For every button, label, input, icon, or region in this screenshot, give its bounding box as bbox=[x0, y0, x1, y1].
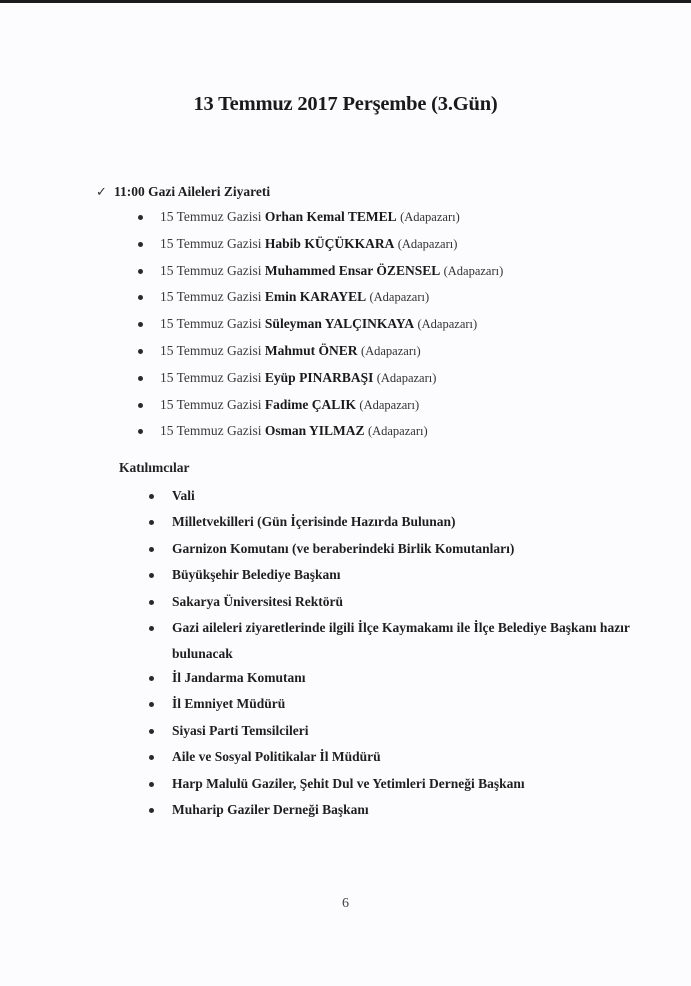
page-title: 13 Temmuz 2017 Perşembe (3.Gün) bbox=[193, 93, 498, 115]
participant-text: Gazi aileleri ziyaretlerinde ilgili İlçe Kaymakamı ile İlçe Belediye Başkanı hazır bulunacak bbox=[172, 619, 630, 661]
list-item bbox=[145, 773, 665, 799]
bullet-icon bbox=[149, 729, 154, 734]
visit-prefix: 15 Temmuz Gazisi bbox=[160, 396, 262, 412]
check-icon: ✓ bbox=[96, 184, 107, 199]
page-number: 6 bbox=[342, 896, 349, 911]
section-heading bbox=[96, 184, 270, 200]
list-item bbox=[145, 720, 665, 746]
list-item bbox=[135, 286, 503, 313]
participant-text: Vali bbox=[172, 488, 195, 503]
visit-name: Fadime ÇALIK bbox=[264, 396, 357, 412]
list-item bbox=[145, 746, 665, 772]
visit-prefix: 15 Temmuz Gazisi bbox=[160, 262, 262, 278]
participant-text: Aile ve Sosyal Politikalar İl Müdürü bbox=[172, 749, 381, 765]
bullet-icon bbox=[149, 702, 154, 707]
document-page bbox=[0, 3, 691, 986]
participant-text: Milletvekilleri (Gün İçerisinde Hazırda Bulunan) bbox=[172, 514, 456, 530]
bullet-icon bbox=[149, 547, 154, 552]
list-item bbox=[135, 206, 503, 233]
bullet-icon bbox=[149, 676, 154, 681]
list-item bbox=[145, 564, 665, 590]
bullet-icon bbox=[138, 322, 143, 327]
visit-location: (Adapazarı) bbox=[369, 290, 430, 305]
participant-text: Siyasi Parti Temsilcileri bbox=[172, 722, 309, 738]
bullet-icon bbox=[149, 573, 154, 578]
list-item bbox=[135, 394, 503, 421]
visit-name: Osman YILMAZ bbox=[264, 423, 365, 439]
list-item bbox=[145, 538, 665, 564]
participant-text: Harp Malulü Gaziler, Şehit Dul ve Yetimleri Derneği Başkanı bbox=[172, 775, 525, 791]
visit-location: (Adapazarı) bbox=[359, 397, 420, 412]
list-item bbox=[145, 615, 665, 667]
bullet-icon bbox=[149, 782, 154, 787]
bullet-icon bbox=[149, 755, 154, 760]
bullet-icon bbox=[138, 295, 143, 300]
participant-list bbox=[145, 485, 665, 825]
participant-text: Garnizon Komutanı (ve beraberindeki Birlik Komutanları) bbox=[172, 540, 515, 556]
participant-text: Sakarya Üniversitesi Rektörü bbox=[172, 593, 343, 609]
list-item bbox=[145, 511, 665, 537]
section-title: Gazi Aileleri Ziyareti bbox=[148, 184, 271, 199]
list-item bbox=[145, 591, 665, 617]
bullet-icon bbox=[149, 520, 154, 525]
visit-prefix: 15 Temmuz Gazisi bbox=[160, 235, 262, 251]
bullet-icon bbox=[138, 403, 143, 408]
bullet-icon bbox=[138, 242, 143, 247]
list-item bbox=[135, 340, 503, 367]
visit-prefix: 15 Temmuz Gazisi bbox=[160, 369, 262, 385]
participant-text: İl Emniyet Müdürü bbox=[172, 696, 286, 712]
bullet-icon bbox=[138, 215, 143, 220]
section-time: 11:00 bbox=[114, 184, 145, 199]
visit-location: (Adapazarı) bbox=[443, 263, 504, 278]
list-item bbox=[145, 667, 665, 693]
visit-prefix: 15 Temmuz Gazisi bbox=[160, 316, 262, 332]
bullet-icon bbox=[138, 376, 143, 381]
visit-prefix: 15 Temmuz Gazisi bbox=[160, 423, 262, 439]
visit-name: Eyüp PINARBAŞI bbox=[264, 369, 374, 385]
visit-location: (Adapazarı) bbox=[376, 370, 437, 385]
list-item bbox=[135, 367, 503, 394]
visit-name: Muhammed Ensar ÖZENSEL bbox=[264, 262, 441, 278]
bullet-icon bbox=[149, 808, 154, 813]
participant-text: Muharip Gaziler Derneği Başkanı bbox=[172, 801, 369, 817]
visit-name: Süleyman YALÇINKAYA bbox=[264, 316, 415, 332]
visit-location: (Adapazarı) bbox=[367, 424, 428, 439]
visit-location: (Adapazarı) bbox=[417, 317, 478, 332]
visit-location: (Adapazarı) bbox=[397, 236, 458, 251]
visit-location: (Adapazarı) bbox=[360, 343, 421, 358]
bullet-icon bbox=[149, 494, 154, 499]
list-item bbox=[145, 693, 665, 719]
list-item bbox=[145, 485, 665, 511]
list-item bbox=[135, 313, 503, 340]
bullet-icon bbox=[138, 269, 143, 274]
visit-prefix: 15 Temmuz Gazisi bbox=[160, 209, 262, 224]
visit-name: Habib KÜÇÜKKARA bbox=[264, 235, 395, 251]
visit-prefix: 15 Temmuz Gazisi bbox=[160, 342, 262, 358]
bullet-icon bbox=[149, 600, 154, 605]
visit-list bbox=[135, 206, 503, 447]
visit-location: (Adapazarı) bbox=[400, 210, 460, 224]
list-item bbox=[135, 260, 503, 287]
participants-heading: Katılımcılar bbox=[119, 460, 190, 475]
bullet-icon bbox=[149, 626, 154, 631]
participant-text: Büyükşehir Belediye Başkanı bbox=[172, 567, 341, 583]
visit-name: Orhan Kemal TEMEL bbox=[264, 209, 397, 224]
participant-text: İl Jandarma Komutanı bbox=[172, 669, 306, 685]
visit-name: Mahmut ÖNER bbox=[264, 342, 358, 358]
bullet-icon bbox=[138, 349, 143, 354]
visit-name: Emin KARAYEL bbox=[264, 289, 367, 305]
bullet-icon bbox=[138, 429, 143, 434]
visit-prefix: 15 Temmuz Gazisi bbox=[160, 289, 262, 305]
list-item bbox=[135, 420, 503, 447]
list-item bbox=[135, 233, 503, 260]
list-item bbox=[145, 799, 665, 825]
